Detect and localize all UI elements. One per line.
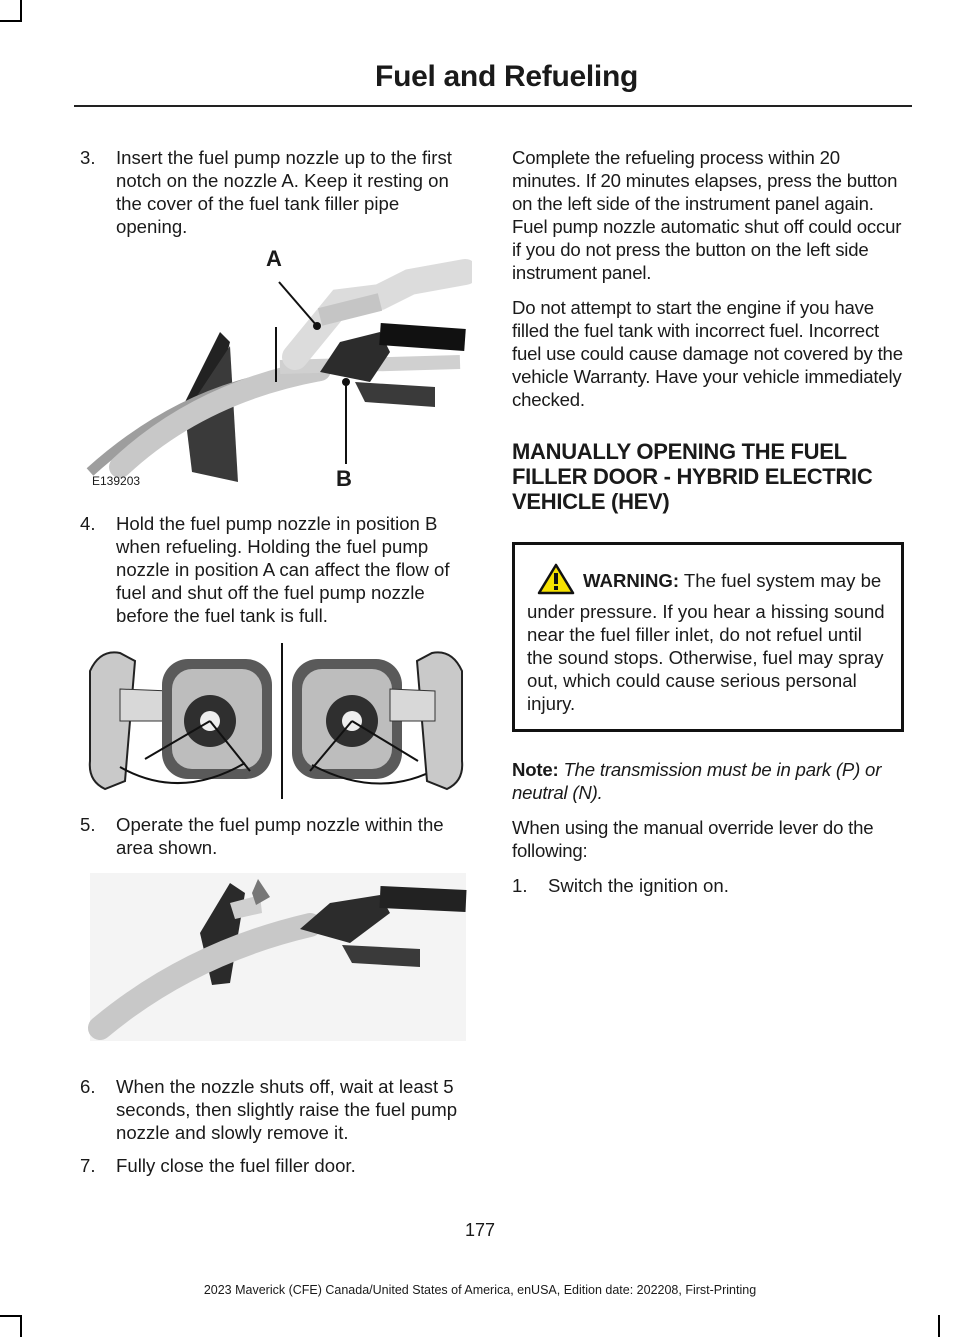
section-heading: MANUALLY OPENING THE FUEL FILLER DOOR - HYBRID ELECTRIC VEHICLE (HEV): [512, 439, 873, 514]
step-text: Switch the ignition on.: [548, 875, 729, 896]
filler-area-figure: [80, 641, 472, 801]
nozzle-removal-illustration: [80, 873, 472, 1043]
step-3: [80, 146, 472, 238]
note-paragraph: [512, 758, 904, 804]
step-7: [80, 1154, 472, 1177]
left-column: [80, 146, 472, 1177]
callout-label-a: A: [266, 246, 282, 271]
right-column: [512, 146, 904, 897]
page-title: Fuel and Refueling: [375, 60, 638, 93]
warning-box: [512, 542, 904, 732]
hev-step-1: [512, 874, 904, 897]
edition-footer: 2023 Maverick (CFE) Canada/United States of America, enUSA, Edition date: 202208, First-Printing: [203, 1283, 757, 1297]
step-text: When the nozzle shuts off, wait at least 5 seconds, then slightly raise the fuel pump nozzle and slowly remove it.: [116, 1076, 458, 1143]
figure-code: E139203: [92, 474, 141, 488]
nozzle-insertion-figure: [80, 242, 472, 492]
note-label: Note:: [512, 759, 559, 780]
step-text: Hold the fuel pump nozzle in position B when refueling. Holding the fuel pump nozzle in position A can affect the flow of fuel and shut off the fuel pump nozzle before the fuel tank is full.: [116, 513, 450, 626]
crop-mark: [938, 1315, 940, 1337]
page-number: 177: [464, 1220, 496, 1240]
incorrect-fuel-paragraph: Do not attempt to start the engine if you have filled the fuel tank with incorrect fuel. Incorrect fuel use could cause damage not covered by the vehicle Warranty. Have your vehicle immediately checked.: [512, 297, 903, 410]
step-text: Insert the fuel pump nozzle up to the first notch on the nozzle A. Keep it resting on the cover of the fuel tank filler pipe opening.: [116, 147, 452, 237]
callout-label-b: B: [336, 466, 352, 491]
warning-label: WARNING:: [583, 570, 680, 591]
step-number: 7.: [80, 1155, 96, 1176]
step-5: [80, 813, 472, 859]
step-number: 5.: [80, 814, 96, 835]
crop-mark: [0, 20, 22, 22]
filler-area-illustration: [80, 641, 472, 801]
refuel-time-paragraph: Complete the refueling process within 20 minutes. If 20 minutes elapses, press the button on the left side of the instrument panel again. Fuel pump nozzle automatic shut off could occur if you do not press the button on the left side instrument panel.: [512, 147, 902, 283]
crop-mark: [20, 0, 22, 22]
step-number: 3.: [80, 147, 96, 168]
nozzle-insertion-illustration: [80, 242, 472, 492]
warning-icon: [537, 563, 575, 600]
step-4: [80, 512, 472, 627]
step-number: 4.: [80, 513, 96, 534]
step-number: 1.: [512, 875, 528, 896]
header-divider: [74, 105, 912, 107]
crop-mark: [0, 1315, 22, 1317]
step-6: [80, 1075, 472, 1144]
nozzle-removal-figure: [80, 873, 472, 1043]
step-text: Fully close the fuel filler door.: [116, 1155, 356, 1176]
note-text: The transmission must be in park (P) or neutral (N).: [512, 759, 882, 803]
warning-text: The fuel system may be under pressure. If you hear a hissing sound near the fuel filler inlet, do not refuel until the sound stops. Otherwise, fuel may spray out, which could cause serious personal injury.: [527, 570, 885, 714]
override-lever-paragraph: When using the manual override lever do the following:: [512, 817, 874, 861]
step-text: Operate the fuel pump nozzle within the area shown.: [116, 814, 444, 858]
crop-mark: [20, 1315, 22, 1337]
step-number: 6.: [80, 1076, 96, 1097]
